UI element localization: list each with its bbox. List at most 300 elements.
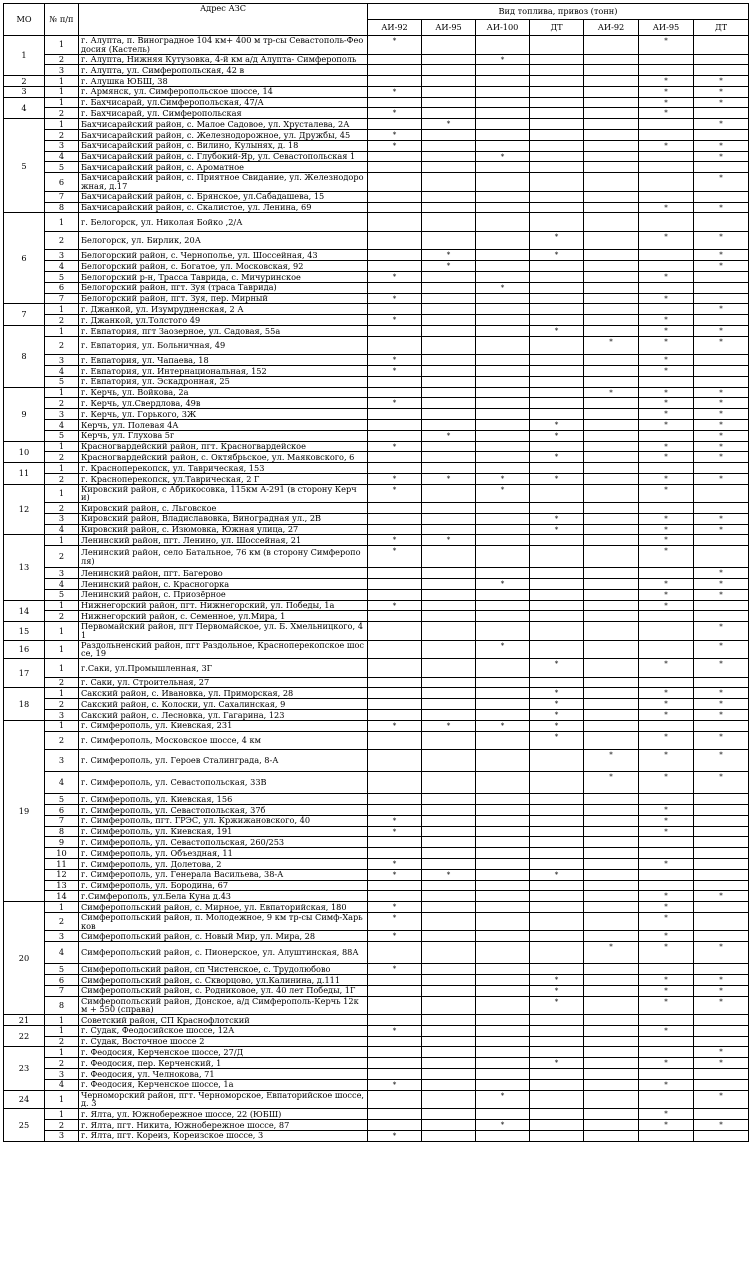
fuel-mark-cell — [422, 213, 476, 232]
address-cell: г. Симферополь, ул. Объездная, 11 — [79, 848, 368, 859]
fuel-mark-cell — [584, 837, 639, 848]
fuel-mark-cell — [639, 880, 694, 891]
address-cell: г. Феодосия, пер. Керченский, 1 — [79, 1058, 368, 1069]
fuel-mark-cell: * — [368, 1079, 422, 1090]
fuel-mark-cell — [368, 202, 422, 213]
row-number-cell: 2 — [45, 130, 79, 141]
address-cell: г. Симферополь, пгт. ГРЭС, ул. Кржижановского, 40 — [79, 815, 368, 826]
fuel-mark-cell — [476, 65, 530, 76]
fuel-mark-cell — [530, 484, 584, 502]
fuel-mark-cell: * — [639, 804, 694, 815]
fuel-mark-cell — [368, 173, 422, 192]
fuel-mark-cell: * — [694, 975, 749, 986]
row-number-cell: 1 — [45, 659, 79, 678]
fuel-mark-cell — [476, 546, 530, 568]
fuel-mark-cell — [422, 293, 476, 304]
fuel-mark-cell — [476, 975, 530, 986]
table-row — [4, 546, 749, 568]
fuel-mark-cell: * — [639, 108, 694, 119]
fuel-mark-cell — [368, 1069, 422, 1080]
fuel-mark-cell: * — [694, 97, 749, 108]
table-row — [4, 293, 749, 304]
table-row — [4, 1047, 749, 1058]
table-header — [4, 4, 749, 36]
address-cell: Кировский район, с Абрикосовка, 115км А-291 (в сторону Керчи) — [79, 484, 368, 502]
fuel-mark-cell — [368, 513, 422, 524]
address-cell: Белогорский район, с. Чернополье, ул. Шоссейная, 43 — [79, 250, 368, 261]
fuel-mark-cell — [422, 191, 476, 202]
fuel-mark-cell — [584, 1090, 639, 1109]
fuel-mark-cell: * — [639, 293, 694, 304]
fuel-mark-cell — [530, 86, 584, 97]
fuel-mark-cell — [476, 688, 530, 699]
fuel-mark-cell: * — [368, 398, 422, 409]
fuel-mark-cell — [584, 76, 639, 87]
fuel-mark-cell — [584, 699, 639, 710]
table-row — [4, 463, 749, 474]
fuel-mark-cell: * — [694, 568, 749, 579]
row-number-cell: 1 — [45, 1109, 79, 1120]
mo-cell: 23 — [4, 1047, 45, 1090]
fuel-mark-cell — [530, 600, 584, 611]
fuel-mark-cell — [530, 191, 584, 202]
fuel-mark-cell: * — [639, 589, 694, 600]
fuel-mark-cell — [422, 441, 476, 452]
fuel-mark-cell — [584, 65, 639, 76]
fuel-mark-cell: * — [368, 535, 422, 546]
table-row — [4, 869, 749, 880]
table-row — [4, 640, 749, 659]
table-row — [4, 1069, 749, 1080]
fuel-mark-cell: * — [694, 420, 749, 431]
fuel-mark-cell: * — [368, 931, 422, 942]
table-row — [4, 1119, 749, 1130]
mo-cell: 12 — [4, 484, 45, 535]
fuel-mark-cell — [422, 794, 476, 805]
fuel-mark-cell — [422, 677, 476, 688]
fuel-mark-cell — [584, 474, 639, 485]
address-cell: Кировский район, с. Льговское — [79, 502, 368, 513]
table-row — [4, 804, 749, 815]
fuel-mark-cell — [422, 463, 476, 474]
address-cell: г. Симферополь, ул. Севастопольская, 33В — [79, 772, 368, 794]
fuel-mark-cell — [422, 848, 476, 859]
fuel-mark-cell — [584, 86, 639, 97]
fuel-mark-cell — [476, 699, 530, 710]
fuel-mark-cell — [422, 1079, 476, 1090]
fuel-mark-cell — [368, 659, 422, 678]
table-row — [4, 912, 749, 931]
table-row — [4, 140, 749, 151]
fuel-mark-cell — [476, 611, 530, 622]
fuel-mark-cell — [422, 398, 476, 409]
fuel-mark-cell — [368, 710, 422, 721]
fuel-mark-cell: * — [530, 524, 584, 535]
fuel-mark-cell — [530, 261, 584, 272]
fuel-mark-cell: * — [694, 731, 749, 750]
fuel-mark-cell — [530, 880, 584, 891]
fuel-mark-cell: * — [476, 484, 530, 502]
row-number-cell: 2 — [45, 912, 79, 931]
address-cell: Бахчисарайский район, с. Скалистое, ул. Ленина, 69 — [79, 202, 368, 213]
row-number-cell: 11 — [45, 858, 79, 869]
fuel-mark-cell — [530, 568, 584, 579]
fuel-mark-cell — [476, 366, 530, 377]
row-number-cell: 1 — [45, 76, 79, 87]
fuel-mark-cell: * — [639, 710, 694, 721]
row-number-cell: 4 — [45, 942, 79, 964]
fuel-mark-cell: * — [530, 250, 584, 261]
fuel-mark-cell — [530, 1079, 584, 1090]
address-cell: Керчь, ул. Глухова 5г — [79, 430, 368, 441]
fuel-mark-cell — [639, 65, 694, 76]
table-row — [4, 250, 749, 261]
row-number-cell: 1 — [45, 463, 79, 474]
fuel-mark-cell: * — [368, 441, 422, 452]
fuel-mark-cell: * — [639, 452, 694, 463]
table-row — [4, 996, 749, 1015]
fuel-mark-cell — [368, 750, 422, 772]
fuel-mark-cell — [476, 524, 530, 535]
row-number-cell: 2 — [45, 452, 79, 463]
fuel-mark-cell — [584, 54, 639, 65]
table-row — [4, 202, 749, 213]
fuel-mark-cell: * — [639, 336, 694, 355]
fuel-mark-cell: * — [639, 942, 694, 964]
header-mo: МО — [4, 4, 45, 36]
fuel-mark-cell — [422, 546, 476, 568]
address-cell: Ленинский район, пгт. Багерово — [79, 568, 368, 579]
fuel-mark-cell — [422, 750, 476, 772]
table-row — [4, 336, 749, 355]
fuel-mark-cell — [422, 130, 476, 141]
fuel-mark-cell — [694, 880, 749, 891]
fuel-mark-cell — [368, 1119, 422, 1130]
fuel-mark-cell: * — [584, 750, 639, 772]
fuel-mark-cell — [584, 213, 639, 232]
fuel-mark-cell — [476, 794, 530, 805]
fuel-mark-cell — [476, 659, 530, 678]
fuel-mark-cell — [584, 162, 639, 173]
fuel-mark-cell: * — [694, 452, 749, 463]
fuel-mark-cell — [530, 1036, 584, 1047]
fuel-mark-cell — [530, 848, 584, 859]
fuel-mark-cell — [584, 1079, 639, 1090]
fuel-mark-cell — [530, 502, 584, 513]
fuel-mark-cell — [584, 622, 639, 641]
fuel-mark-cell: * — [639, 474, 694, 485]
table-row — [4, 376, 749, 387]
fuel-mark-cell — [422, 772, 476, 794]
fuel-mark-cell: * — [476, 720, 530, 731]
fuel-mark-cell: * — [694, 325, 749, 336]
fuel-mark-cell — [422, 282, 476, 293]
fuel-mark-cell: * — [639, 688, 694, 699]
fuel-mark-cell — [584, 376, 639, 387]
fuel-mark-cell — [694, 720, 749, 731]
fuel-mark-cell — [530, 387, 584, 398]
fuel-mark-cell — [476, 902, 530, 913]
fuel-mark-cell — [584, 964, 639, 975]
fuel-mark-cell: * — [368, 1130, 422, 1141]
fuel-mark-cell — [476, 452, 530, 463]
address-cell: г. Джанкой, ул. Изумрудненская, 2 А — [79, 304, 368, 315]
fuel-mark-cell: * — [694, 659, 749, 678]
mo-cell: 24 — [4, 1090, 45, 1109]
fuel-mark-cell: * — [639, 931, 694, 942]
row-number-cell: 3 — [45, 250, 79, 261]
fuel-mark-cell — [422, 815, 476, 826]
table-row — [4, 97, 749, 108]
address-cell: г. Алупта, ул. Симферопольская, 42 в — [79, 65, 368, 76]
fuel-mark-cell: * — [694, 524, 749, 535]
fuel-mark-cell — [368, 1015, 422, 1026]
fuel-mark-cell: * — [368, 964, 422, 975]
fuel-mark-cell — [584, 108, 639, 119]
table-row — [4, 975, 749, 986]
row-number-cell: 2 — [45, 1036, 79, 1047]
fuel-mark-cell — [422, 1058, 476, 1069]
fuel-mark-cell — [584, 1130, 639, 1141]
address-cell: г. Симферополь, ул. Киевская, 156 — [79, 794, 368, 805]
fuel-mark-cell: * — [694, 750, 749, 772]
address-cell: Симферопольский район, с. Скворцово, ул.Калинина, д.111 — [79, 975, 368, 986]
fuel-mark-cell — [694, 1130, 749, 1141]
fuel-mark-cell — [694, 191, 749, 202]
fuel-mark-cell — [422, 76, 476, 87]
fuel-mark-cell — [476, 804, 530, 815]
fuel-mark-cell — [422, 912, 476, 931]
fuel-mark-cell: * — [422, 119, 476, 130]
address-cell: Бахчисарайский район, с. Железнодорожное, ул. Дружбы, 45 — [79, 130, 368, 141]
fuel-mark-cell — [584, 996, 639, 1015]
fuel-mark-cell — [476, 815, 530, 826]
fuel-mark-cell — [694, 848, 749, 859]
fuel-mark-cell — [368, 794, 422, 805]
fuel-mark-cell — [530, 1090, 584, 1109]
fuel-mark-cell — [694, 108, 749, 119]
row-number-cell: 10 — [45, 848, 79, 859]
fuel-mark-cell — [368, 996, 422, 1015]
table-row — [4, 366, 749, 377]
fuel-mark-cell — [584, 271, 639, 282]
fuel-mark-cell: * — [694, 1047, 749, 1058]
fuel-mark-cell — [422, 699, 476, 710]
fuel-mark-cell — [476, 191, 530, 202]
fuel-mark-cell — [476, 202, 530, 213]
fuel-mark-cell — [368, 677, 422, 688]
fuel-mark-cell — [694, 677, 749, 688]
fuel-mark-cell — [476, 931, 530, 942]
fuel-mark-cell — [584, 659, 639, 678]
table-row — [4, 76, 749, 87]
fuel-mark-cell: * — [530, 699, 584, 710]
fuel-mark-cell: * — [530, 659, 584, 678]
fuel-mark-cell — [694, 902, 749, 913]
fuel-mark-cell — [584, 261, 639, 272]
fuel-mark-cell: * — [694, 1058, 749, 1069]
fuel-mark-cell — [422, 325, 476, 336]
address-cell: г. Евпатория, ул. Больничная, 49 — [79, 336, 368, 355]
fuel-mark-cell: * — [639, 1025, 694, 1036]
fuel-mark-cell — [476, 409, 530, 420]
fuel-mark-cell — [476, 1079, 530, 1090]
fuel-mark-cell — [694, 213, 749, 232]
fuel-mark-cell — [422, 202, 476, 213]
fuel-mark-cell — [530, 578, 584, 589]
fuel-mark-cell — [476, 398, 530, 409]
fuel-mark-cell — [584, 600, 639, 611]
fuel-mark-cell: * — [584, 942, 639, 964]
row-number-cell: 2 — [45, 315, 79, 326]
fuel-mark-cell — [584, 97, 639, 108]
fuel-mark-cell: * — [639, 912, 694, 931]
table-row — [4, 622, 749, 641]
address-cell: г. Красноперекопск, ул. Таврическая, 153 — [79, 463, 368, 474]
fuel-mark-cell — [476, 880, 530, 891]
fuel-mark-cell — [530, 912, 584, 931]
fuel-mark-cell — [368, 804, 422, 815]
fuel-mark-cell — [584, 502, 639, 513]
address-cell: Симферопольский район, сп Чистенское, с. Трудолюбово — [79, 964, 368, 975]
fuel-mark-cell — [584, 513, 639, 524]
fuel-mark-cell — [584, 891, 639, 902]
table-row — [4, 1079, 749, 1090]
address-cell: Симферопольский район, с. Мирное, ул. Евпаторийская, 180 — [79, 902, 368, 913]
address-cell: Бахчисарайский район, с. Брянское, ул.Сабадашева, 15 — [79, 191, 368, 202]
row-number-cell: 4 — [45, 1079, 79, 1090]
row-number-cell: 2 — [45, 611, 79, 622]
table-row — [4, 902, 749, 913]
fuel-mark-cell — [422, 271, 476, 282]
fuel-mark-cell: * — [476, 1090, 530, 1109]
fuel-mark-cell — [476, 1058, 530, 1069]
fuel-mark-cell — [422, 622, 476, 641]
fuel-mark-cell: * — [422, 869, 476, 880]
fuel-mark-cell: * — [694, 398, 749, 409]
address-cell: г. Армянск, ул. Симферопольское шоссе, 14 — [79, 86, 368, 97]
row-number-cell: 1 — [45, 1090, 79, 1109]
fuel-mark-cell: * — [639, 1079, 694, 1090]
fuel-mark-cell — [584, 202, 639, 213]
fuel-mark-cell: * — [694, 474, 749, 485]
fuel-mark-cell — [422, 659, 476, 678]
fuel-mark-cell: * — [639, 97, 694, 108]
address-cell: г. Симферополь, Московское шоссе, 4 км — [79, 731, 368, 750]
row-number-cell: 3 — [45, 140, 79, 151]
address-cell: Белогорский р-н, Трасса Таврида, с. Мичуринское — [79, 271, 368, 282]
fuel-mark-cell — [584, 1025, 639, 1036]
fuel-mark-cell: * — [639, 420, 694, 431]
fuel-mark-cell: * — [530, 513, 584, 524]
row-number-cell: 1 — [45, 640, 79, 659]
fuel-mark-cell: * — [476, 640, 530, 659]
fuel-mark-cell — [694, 484, 749, 502]
fuel-mark-cell — [368, 837, 422, 848]
row-number-cell: 1 — [45, 902, 79, 913]
fuel-mark-cell: * — [639, 858, 694, 869]
row-number-cell: 3 — [45, 710, 79, 721]
row-number-cell: 3 — [45, 513, 79, 524]
fuel-mark-cell — [476, 731, 530, 750]
fuel-mark-cell — [422, 452, 476, 463]
table-row — [4, 848, 749, 859]
table-row — [4, 710, 749, 721]
fuel-mark-cell — [694, 502, 749, 513]
fuel-mark-cell: * — [639, 996, 694, 1015]
table-row — [4, 36, 749, 55]
table-row — [4, 108, 749, 119]
row-number-cell: 2 — [45, 502, 79, 513]
fuel-mark-cell — [639, 173, 694, 192]
fuel-mark-cell: * — [639, 76, 694, 87]
row-number-cell: 1 — [45, 213, 79, 232]
fuel-mark-cell: * — [694, 151, 749, 162]
fuel-mark-cell — [476, 568, 530, 579]
fuel-mark-cell: * — [368, 546, 422, 568]
fuel-mark-cell — [530, 65, 584, 76]
mo-cell: 6 — [4, 213, 45, 304]
mo-cell: 11 — [4, 463, 45, 485]
fuel-mark-cell — [422, 891, 476, 902]
fuel-mark-cell — [368, 231, 422, 250]
mo-cell: 16 — [4, 640, 45, 659]
address-cell: Бахчисарайский район, с. Малое Садовое, ул. Хрусталева, 2А — [79, 119, 368, 130]
fuel-mark-cell — [476, 1047, 530, 1058]
fuel-mark-cell — [476, 891, 530, 902]
row-number-cell: 2 — [45, 731, 79, 750]
address-cell: г. Алупта, Нижняя Кутузовка, 4-й км а/д Алупта- Симферополь — [79, 54, 368, 65]
row-number-cell: 2 — [45, 108, 79, 119]
row-number-cell: 9 — [45, 837, 79, 848]
fuel-mark-cell — [476, 1069, 530, 1080]
fuel-mark-cell — [368, 985, 422, 996]
fuel-mark-cell — [476, 772, 530, 794]
fuel-mark-cell — [476, 36, 530, 55]
fuel-mark-cell — [422, 1130, 476, 1141]
fuel-mark-cell — [530, 202, 584, 213]
mo-cell: 4 — [4, 97, 45, 119]
address-cell: г. Судак, Феодосийское шоссе, 12А — [79, 1025, 368, 1036]
fuel-mark-cell — [368, 942, 422, 964]
fuel-mark-cell — [694, 826, 749, 837]
fuel-mark-cell — [530, 858, 584, 869]
mo-cell: 15 — [4, 622, 45, 641]
fuel-mark-cell — [368, 622, 422, 641]
fuel-mark-cell — [368, 119, 422, 130]
table-row — [4, 880, 749, 891]
fuel-mark-cell — [422, 804, 476, 815]
fuel-mark-cell — [530, 1015, 584, 1026]
fuel-mark-cell: * — [639, 231, 694, 250]
fuel-mark-cell — [694, 271, 749, 282]
fuel-mark-cell — [584, 826, 639, 837]
table-row — [4, 452, 749, 463]
fuel-mark-cell: * — [639, 535, 694, 546]
fuel-mark-cell — [530, 964, 584, 975]
table-row — [4, 271, 749, 282]
table-row — [4, 387, 749, 398]
fuel-mark-cell — [422, 173, 476, 192]
fuel-mark-cell — [694, 869, 749, 880]
fuel-mark-cell — [530, 837, 584, 848]
row-number-cell: 13 — [45, 880, 79, 891]
address-cell: г. Симферополь, ул. Севастопольская, 37б — [79, 804, 368, 815]
fuel-mark-cell — [476, 213, 530, 232]
fuel-mark-cell: * — [368, 815, 422, 826]
mo-cell: 20 — [4, 902, 45, 1015]
fuel-mark-cell — [422, 484, 476, 502]
